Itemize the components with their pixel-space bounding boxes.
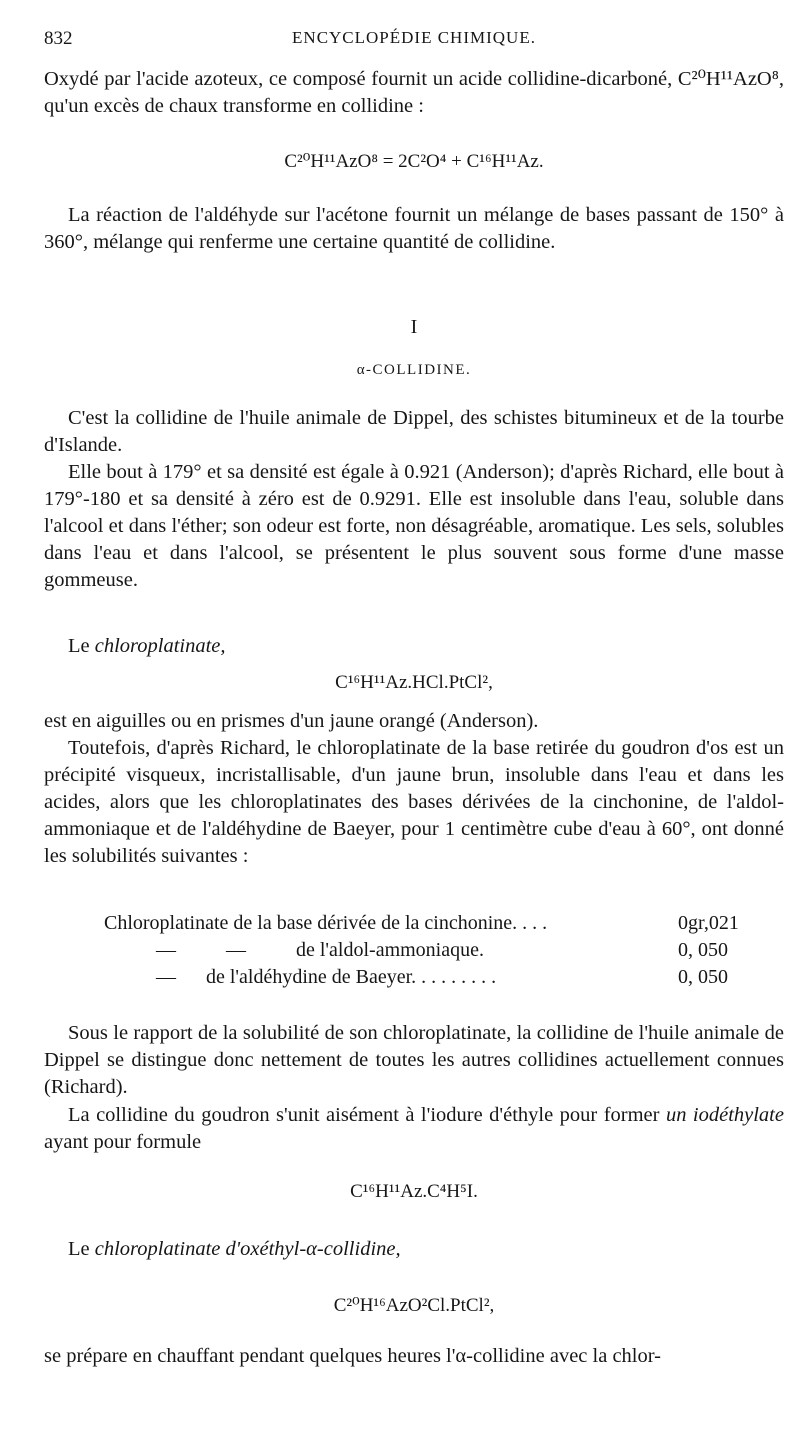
page-number: 832: [44, 28, 73, 49]
section-paragraph-4: Toutefois, d'après Richard, le chloroplatinate de la base retirée du goudron d'os est un précipité visqueux, incristallisable, d'un jaune brun, insoluble dans l'eau et dans les acides, alors que les chloroplatinates des bases dérivées de la cinchonine, de l'aldol-ammoniaque et de l'aldéhydine de Baeyer, pour 1 centimètre cube d'eau à 60°, ont donné les solubilités suivantes :: [44, 737, 784, 867]
section-paragraph-2: Elle bout à 179° et sa densité est égale à 0.921 (Anderson); d'après Richard, elle bout à 179°-180 et sa densité à zéro est de 0.9291. Elle est insoluble dans l'eau, soluble dans l'alcool et dans l'éther; son odeur est forte, non désagréable, aromatique. Les sels, solubles dans l'eau et dans l'alcool, se présentent le plus souvent sous forme d'une masse gommeuse.: [44, 461, 784, 591]
closing-paragraph-1: Sous le rapport de la solubilité de son chloroplatinate, la collidine de l'huile animale de Dippel se distingue donc nettement de toutes les autres collidines actuellement connues (Richard).: [44, 1022, 784, 1098]
section-paragraph-1: C'est la collidine de l'huile animale de Dippel, des schistes bitumineux et de la tourbe d'Islande.: [44, 407, 784, 456]
closing-paragraph-2: [44, 1102, 784, 1156]
iodethylate-lead: La collidine du goudron s'unit aisément à l'iodure d'éthyle pour former: [68, 1104, 666, 1126]
solubility-label-3: — de l'aldéhydine de Baeyer. . . . . . . . .: [156, 966, 497, 988]
intro-paragraph-1: Oxydé par l'acide azoteux, ce composé fournit un acide collidine-dicarboné, C²⁰H¹¹AzO⁸, qu'un excès de chaux transforme en collidine :: [44, 68, 784, 117]
formula-3: C¹⁶H¹¹Az.C⁴H⁵I.: [350, 1181, 478, 1202]
solubility-value-3: 0, 050: [678, 966, 728, 988]
page-header: [44, 28, 784, 54]
solubility-value-1: 0gr,021: [678, 912, 739, 934]
iodethylate-tail: ayant pour formule: [44, 1131, 202, 1153]
section-numeral: I: [410, 316, 418, 338]
running-head: ENCYCLOPÉDIE CHIMIQUE.: [292, 28, 536, 47]
solubility-row-1: [44, 910, 784, 937]
intro-paragraph-2: La réaction de l'aldéhyde sur l'acétone fournit un mélange de bases passant de 150° à 360°, mélange qui renferme une certaine quantité de collidine.: [44, 204, 784, 253]
section-title: α-COLLIDINE.: [356, 362, 472, 378]
chloroplatinate-lead-text: Le: [68, 635, 95, 657]
chloroplatinate-term: chloroplatinate,: [94, 635, 226, 657]
closing-paragraph-4: se prépare en chauffant pendant quelques heures l'α-collidine avec la chlor-: [44, 1345, 661, 1367]
section-paragraph-3: est en aiguilles ou en prismes d'un jaune orangé (Anderson).: [44, 710, 539, 732]
closing-paragraph-3: [44, 1236, 784, 1263]
solubility-value-2: 0, 050: [678, 939, 728, 961]
iodethylate-term: un iodéthylate: [665, 1104, 784, 1126]
oxethyl-lead: Le: [68, 1238, 95, 1260]
solubility-label-1: Chloroplatinate de la base dérivée de la cinchonine. . . .: [104, 912, 548, 934]
solubility-table: [44, 910, 784, 991]
solubility-row-2: [44, 937, 784, 964]
equation-1: C²⁰H¹¹AzO⁸ = 2C²O⁴ + C¹⁶H¹¹Az.: [284, 151, 544, 172]
solubility-row-3: [44, 964, 784, 991]
formula-2: C¹⁶H¹¹Az.HCl.PtCl²,: [335, 672, 493, 693]
solubility-label-2: — — de l'aldol-ammoniaque.: [156, 939, 484, 961]
oxethyl-term: chloroplatinate d'oxéthyl-α-collidine,: [94, 1238, 401, 1260]
chloroplatinate-lead: [44, 633, 784, 660]
formula-4: C²⁰H¹⁶AzO²Cl.PtCl²,: [333, 1295, 495, 1316]
